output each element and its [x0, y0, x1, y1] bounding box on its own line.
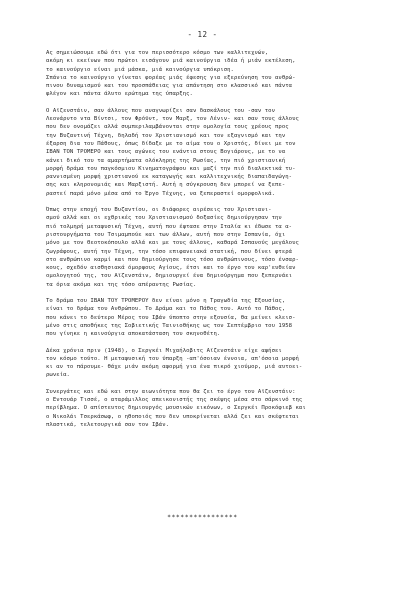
text-line: Ας σημειώσουμε εδώ ότι για τον περισσότερο κόσμο των καλλιτεχνών,: [46, 50, 269, 56]
paragraph: [46, 388, 374, 429]
text-line: ο Εντουάρ Τισσέ, ο αταράμιλλος απεικονιστής της σκέψης μέσα στο σάρκινό της: [46, 396, 303, 403]
text-line: κάνει δικό του τα αμαρτήματα ολόκληρης της Ρωσίας, την πιό χριστιανική: [46, 157, 286, 164]
text-line: πιό τολμηρή μεταφυσική Τέχνη, αυτή που έφτασε στην Ιταλία κι έδωσε τα α-: [46, 223, 293, 230]
text-line: ριστουργήματα του Τσιμαμπούε και των άλλων, αυτή που στην Ισπανία, όχι: [46, 231, 286, 238]
text-line: πινου δυναμισμού και του προσπάθειας για απάντηση στο κλασσικό και πάντα: [46, 83, 293, 90]
text-line: φλέγον και πάντα άλυτο ερώτημα της ύπαρξης.: [46, 91, 193, 98]
text-line: Ο Αϊζενστάιν, σαν άλλους που αναγνωρίζει σαν δασκάλους του -σαν τον: [46, 107, 275, 114]
text-line: τα όρια ακόμα και της τόσο απέραντης Ρωσίας.: [46, 281, 197, 288]
text-line: μένο στις αποθήκες της Σοβιετικής Ταινιοθήκης ως τον Σεπτέμβριο του 1958: [46, 322, 293, 329]
body-text: [46, 49, 374, 437]
text-line: ραστεί παρά μόνο μέσα από το Έργο Τέχνης, να ξεπεραστεί ομορφολικά.: [46, 190, 275, 197]
text-line: Σπάνια το καινούργιο γίνεται φορέας μιάς έφεσης για εξερεύνηση του ανθρώ-: [46, 74, 296, 81]
text-line: μορφή δράμα του παγκόσμιου Κινηματογράφου και μαζί την πιό διαλεκτικά τυ-: [46, 165, 296, 172]
page-number: - 12 -: [187, 30, 218, 39]
text-line: περίβλημα. Ο απίστευτος δημιουργός μουσικών εικόνων, ο Σεργκέι Προκόφιεβ και: [46, 405, 306, 412]
text-line: στο ανθρώπινο καρμί και που δημιούργησε τους τόσο ανθρώπινους, τόσο ένσαρ-: [46, 256, 299, 263]
text-line: πλαστικά, τελετουργικά σαν τον Ιβάν.: [46, 421, 170, 428]
text-line: κους, σχεδόν αισθησιακά όμορφους Αγίους, έτσι και το έργο του καρ'ευθείαν: [46, 265, 296, 272]
text-line: την Βυζαντινή Τέχνη, δηλαδή τον Χριστιανισμό και τον εξαγνισμό και την: [46, 132, 286, 139]
text-line: ομολογητού της, του Αϊζενστάιν, δημιουργεί ένα δημιούργημα που ξεπερνάει: [46, 273, 293, 280]
text-line: Όπως στην εποχή του Βυζαντίου, οι διάφορες αιρέσεις του Χριστιανι-: [46, 207, 272, 214]
text-line: μόνο με τον Θεοτοκόπουλο αλλά και με τους άλλους, καθαρά Ισπανούς μεγάλους: [46, 240, 299, 247]
text-line: ρωνεία.: [46, 372, 70, 379]
text-line: τον κόσμο τούτο. Η μεταφυσική του ύπαρξη -απ'όσοιαν έννοια, απ'όσοια μορφή: [46, 355, 299, 362]
text-line: Το δράμα του ΙΒΑΝ ΤΟΥ ΤΡΟΜΕΡΟΥ δεν είναι μόνο η Τραγωδία της Εξουσίας,: [46, 298, 286, 305]
text-line: είναι το δράμα του Ανθρώπου. Το Δράμα και το Πάθος του. Αυτό το Πάθος,: [46, 306, 286, 313]
section-separator: ****************: [167, 514, 238, 521]
text-line: Συνεργάτες και εδώ και στην αιωνιότητα που θα ζει το έργο του Αϊζενστάιν:: [46, 388, 296, 395]
text-line: ΙΒΑΝ ΤΟΝ ΤΡΟΜΕΡΟ και τους αγώνες του ενάντια στους Βογιάρους, με το να: [46, 149, 286, 156]
text-line: έξαρση δια του Πάθους, όπως δίδαξε με το αίμα του ο Χριστός, δίνει με τον: [46, 140, 296, 147]
text-line: το καινούργιο είναι μιά μάσκα, μιά καινούργια υπόκριση.: [46, 66, 234, 73]
text-line: ο Νικολάι Τσερκάσωφ, ο ηθοποιός που δεν υποκρίνεται αλλά ζει και σκέφτεται: [46, 413, 299, 420]
text-line: σης και κληρονομιάς και Μαρξιστή. Αυτή η σύγκρουση δεν μπορεί να ξεπε-: [46, 182, 286, 189]
text-line: που γίνηκε η καινούργια αποκατάσταση του σκηνοθέτη.: [46, 331, 221, 338]
text-line: που δεν ονομάζει αλλά συμπεριλαμβάνονται στην ομολογία τους χρέους προς: [46, 124, 289, 131]
text-line: ακόμη κι εκείνων που πρώτοι εισάγουν μιά καινούργια ιδέα ή μιάν εκτέλεση,: [46, 58, 296, 65]
paragraph: [46, 347, 374, 380]
paragraph: [46, 297, 374, 338]
text-line: Λεονάρντο ντα Βίντσι, τον Φρόϋντ, τον Μαρξ, τον Λένιν- και σαν τους άλλους: [46, 116, 299, 123]
text-line: ζωγράφους, αυτή την Τέχνη, την τόσο επιφανειακά στατική, που δίνει φτερά: [46, 248, 293, 255]
text-line: ραννισμένη μορφή χριστιανού εκ καταγωγής και καλλιτεχνικής διαπαιδαγώγη-: [46, 174, 293, 181]
text-line: σμού αλλά και οι εχθρικές του Χριστιανισμού δοξασίες δημιούργησαν την: [46, 215, 282, 222]
text-line: κι αν το πάρουμε- θάχε μιάν ακόμη αφορμή για ένα πικρό χιούμορ, μιά αυτοει-: [46, 364, 303, 371]
paragraph: [46, 49, 374, 99]
text-line: που κάνει το δεύτερο Μέρος του Ιβάν ύποπτο στην εξουσία, θα μείνει κλεισ-: [46, 314, 296, 321]
text-line: Δέκα χρόνια πριν (1948), ο Σεργκέι Μιχαήλοβιτς Αϊζενστάιν είχε αφήσει: [46, 347, 282, 354]
paragraph: [46, 107, 374, 198]
paragraph: [46, 206, 374, 289]
